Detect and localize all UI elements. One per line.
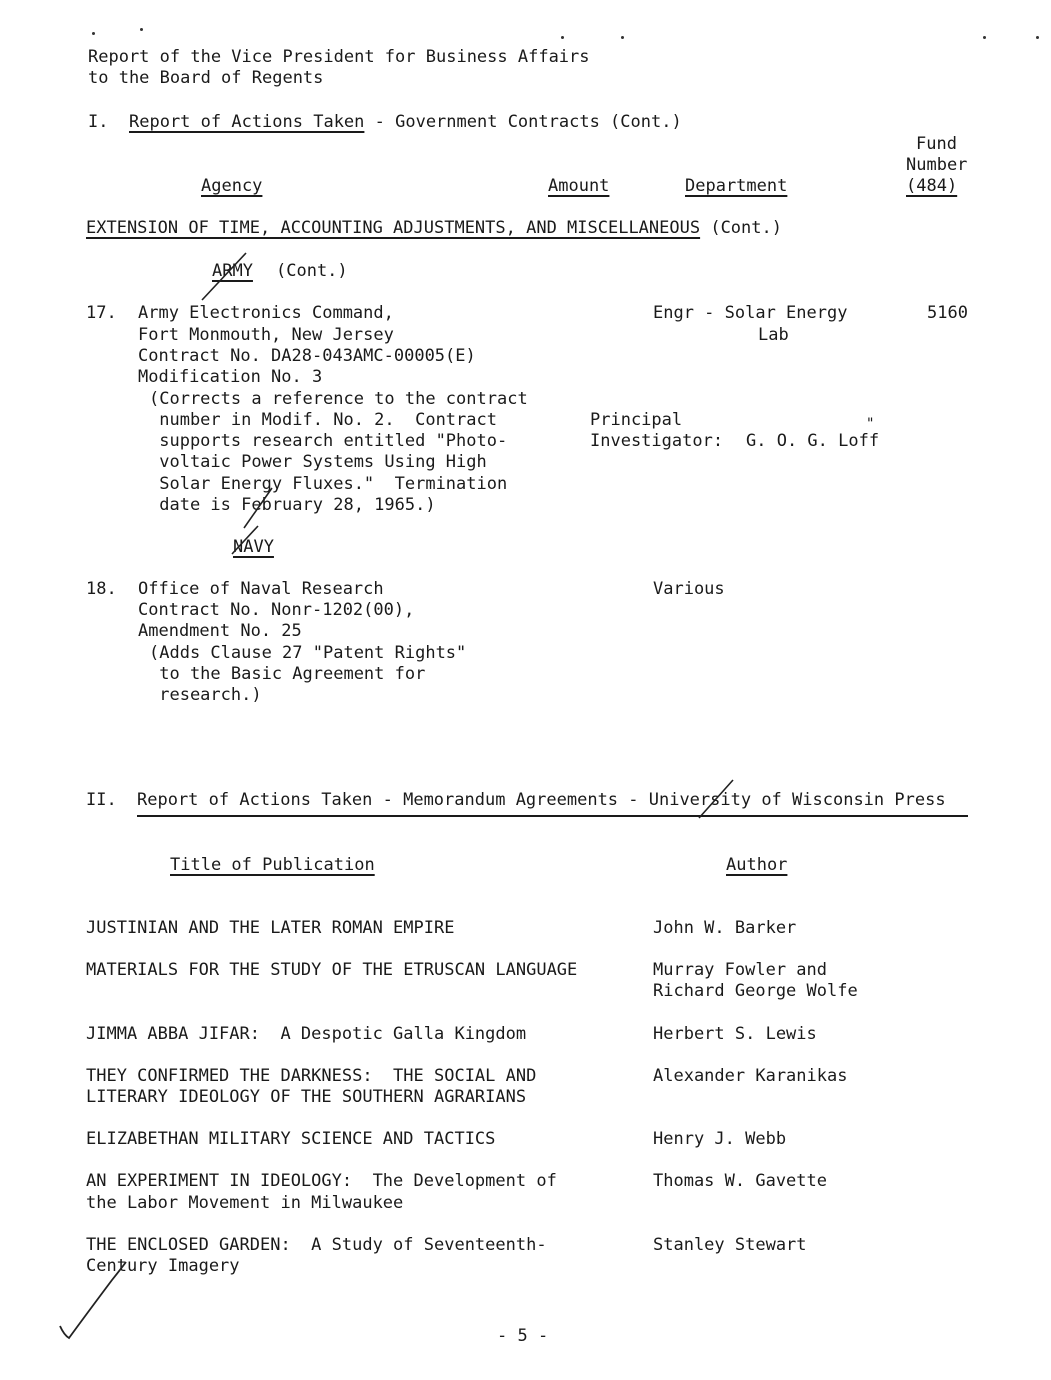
item-17-note-line: date is February 28, 1965.) [149,495,436,515]
publication-author: Stanley Stewart [653,1235,807,1255]
item-17-line: Fort Monmouth, New Jersey [138,325,394,345]
item-17-note-line: voltaic Power Systems Using High [149,452,487,472]
publication-author: Henry J. Webb [653,1129,787,1149]
publication-author: Herbert S. Lewis [653,1024,817,1044]
column-header-amount: Amount [548,176,610,196]
column-header-department: Department [685,176,788,196]
page-number: - 5 - [497,1326,549,1346]
item-17-note-line: supports research entitled "Photo- [149,431,508,451]
item-17-line: Modification No. 3 [138,367,323,387]
pen-tick-army [202,253,246,300]
item-18-department: Various [653,579,725,599]
item-17-note-line: Solar Energy Fluxes." Termination [149,474,508,494]
category-heading-text: EXTENSION OF TIME, ACCOUNTING ADJUSTMENTS, AND MISCELLANEOUS [86,218,701,238]
column-header-title-of-publication: Title of Publication [170,855,375,875]
item-17-department: Engr - Solar Energy [653,303,848,323]
column-header-agency: Agency [201,176,263,196]
publication-author: John W. Barker [653,918,797,938]
item-17-pi-name: G. O. G. Loff [746,431,880,451]
item-17-number: 17. [86,303,117,323]
column-header-fund-line1: Fund [916,134,957,154]
check-mark-icon [60,1262,126,1338]
publication-title: ELIZABETHAN MILITARY SCIENCE AND TACTICS [86,1129,496,1149]
column-header-fund-line3: (484) [906,176,958,196]
army-heading: ARMY [212,261,253,281]
item-18-line: Contract No. Nonr-1202(00), [138,600,415,620]
category-heading-cont: (Cont.) [700,218,782,238]
publication-author-cont: Richard George Wolfe [653,981,858,1001]
section-two-heading: Report of Actions Taken - Memorandum Agreements - University of Wisconsin Press [137,790,946,810]
publication-title: MATERIALS FOR THE STUDY OF THE ETRUSCAN LANGUAGE [86,960,578,980]
section-one-heading-underlined: Report of Actions Taken [129,112,365,132]
publication-title: THE ENCLOSED GARDEN: A Study of Seventeenth- [86,1235,547,1255]
pen-tick-february [244,488,272,528]
publication-title-cont: LITERARY IDEOLOGY OF THE SOUTHERN AGRARIANS [86,1087,527,1107]
publication-author: Thomas W. Gavette [653,1171,827,1191]
item-17-pi-label: Principal [590,410,683,430]
publication-title-cont: Century Imagery [86,1256,240,1276]
report-title-line2: to the Board of Regents [88,68,324,88]
ditto-mark: " [866,416,875,432]
column-header-fund-line2: Number [906,155,968,175]
item-17-pi-label-cont: Investigator: [590,431,724,451]
publication-title-cont: the Labor Movement in Milwaukee [86,1193,404,1213]
publication-author: Murray Fowler and [653,960,827,980]
publication-title: THEY CONFIRMED THE DARKNESS: THE SOCIAL AND [86,1066,537,1086]
pen-tick-navy [232,526,258,554]
pen-tick-university [699,780,733,818]
item-18-number: 18. [86,579,117,599]
report-title-line1: Report of the Vice President for Business Affairs [88,47,590,67]
item-17-line: Army Electronics Command, [138,303,394,323]
navy-heading: NAVY [233,537,274,557]
section-one-numeral: I. [88,112,109,132]
item-17-note-line: number in Modif. No. 2. Contract [149,410,497,430]
item-18-note-line: research.) [149,685,262,705]
item-17-fund-number: 5160 [927,303,968,323]
item-17-note-line: (Corrects a reference to the contract [149,389,528,409]
section-two-numeral: II. [86,790,117,810]
army-cont: (Cont.) [276,261,348,281]
item-18-line: Amendment No. 25 [138,621,302,641]
publication-title: JIMMA ABBA JIFAR: A Despotic Galla Kingdom [86,1024,527,1044]
column-header-author: Author [726,855,788,875]
item-17-department-cont: Lab [758,325,789,345]
item-18-note-line: to the Basic Agreement for [149,664,426,684]
publication-title: JUSTINIAN AND THE LATER ROMAN EMPIRE [86,918,455,938]
item-17-line: Contract No. DA28-043AMC-00005(E) [138,346,476,366]
publication-title: AN EXPERIMENT IN IDEOLOGY: The Development of [86,1171,557,1191]
publication-author: Alexander Karanikas [653,1066,848,1086]
section-one-heading-rest: - Government Contracts (Cont.) [364,112,682,132]
item-18-line: Office of Naval Research [138,579,384,599]
item-18-note-line: (Adds Clause 27 "Patent Rights" [149,643,467,663]
